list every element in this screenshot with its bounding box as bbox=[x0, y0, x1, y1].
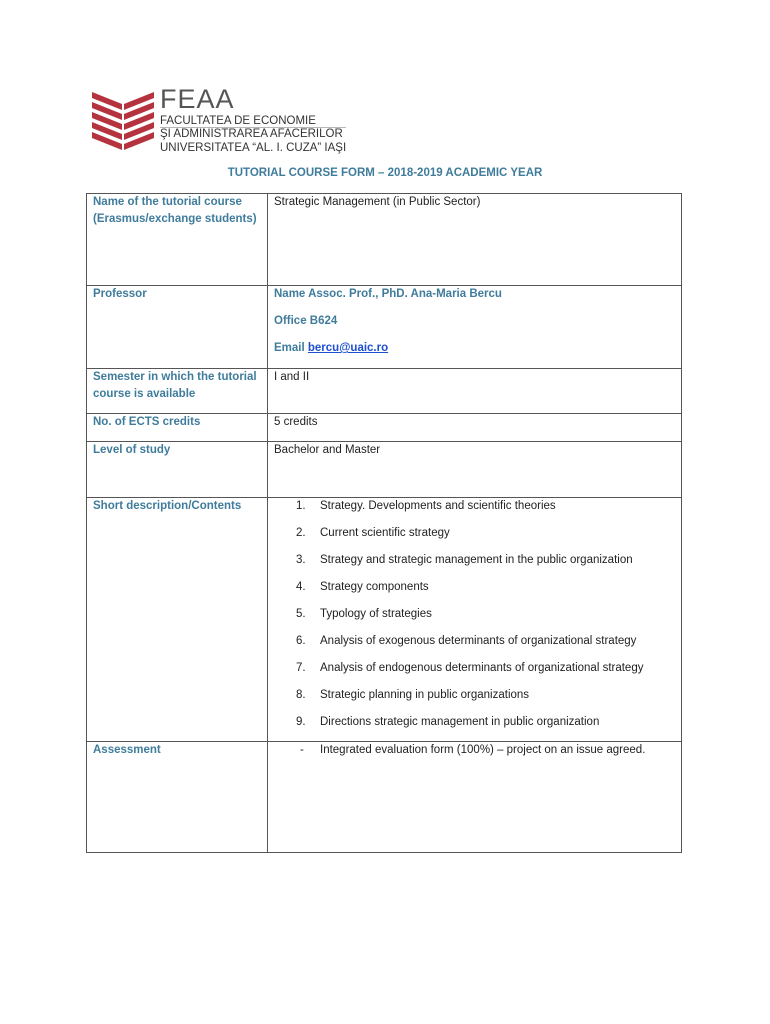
list-number: 9. bbox=[296, 716, 306, 728]
list-item bbox=[274, 498, 675, 515]
list-item bbox=[274, 714, 675, 731]
semester-label: Semester in which the tutorial course is available bbox=[87, 369, 268, 414]
contents-list bbox=[274, 498, 675, 731]
feaa-emblem-icon bbox=[92, 86, 154, 152]
course-name-label: Name of the tutorial course (Erasmus/exchange students) bbox=[87, 194, 268, 286]
logo-faculty-line2: ŞI ADMINISTRAREA AFACERILOR bbox=[160, 128, 343, 140]
list-dash: - bbox=[300, 744, 304, 756]
assessment-label: Assessment bbox=[87, 742, 268, 853]
assessment-list bbox=[274, 742, 675, 759]
list-number: 2. bbox=[296, 527, 306, 539]
table-row-assessment bbox=[87, 742, 682, 853]
table-row-level bbox=[87, 442, 682, 498]
course-form-table bbox=[86, 193, 682, 853]
list-number: 3. bbox=[296, 554, 306, 566]
list-number: 8. bbox=[296, 689, 306, 701]
course-name-value: Strategic Management (in Public Sector) bbox=[268, 194, 682, 286]
table-row-semester bbox=[87, 369, 682, 414]
list-text: Current scientific strategy bbox=[320, 527, 450, 539]
assessment-text: Integrated evaluation form (100%) – project on an issue agreed. bbox=[320, 744, 646, 756]
list-item bbox=[274, 660, 675, 677]
table-row-professor bbox=[87, 286, 682, 369]
list-text: Analysis of endogenous determinants of organizational strategy bbox=[320, 662, 644, 674]
list-number: 5. bbox=[296, 608, 306, 620]
list-number: 7. bbox=[296, 662, 306, 674]
level-label: Level of study bbox=[87, 442, 268, 498]
list-item bbox=[274, 687, 675, 704]
list-text: Directions strategic management in public organization bbox=[320, 716, 600, 728]
list-number: 6. bbox=[296, 635, 306, 647]
professor-label: Professor bbox=[87, 286, 268, 369]
list-number: 1. bbox=[296, 500, 306, 512]
contents-label: Short description/Contents bbox=[87, 498, 268, 742]
list-text: Typology of strategies bbox=[320, 608, 432, 620]
contents-value bbox=[268, 498, 682, 742]
logo-abbreviation: FEAA bbox=[160, 84, 235, 114]
logo-faculty-line1: FACULTATEA DE ECONOMIE bbox=[160, 115, 316, 127]
table-row-course bbox=[87, 194, 682, 286]
list-item bbox=[274, 742, 675, 759]
ects-value: 5 credits bbox=[268, 414, 682, 442]
level-value: Bachelor and Master bbox=[268, 442, 682, 498]
list-text: Strategy and strategic management in the public organization bbox=[320, 554, 633, 566]
list-item bbox=[274, 633, 675, 650]
list-item bbox=[274, 552, 675, 569]
professor-email-line bbox=[274, 340, 675, 357]
list-text: Strategic planning in public organizations bbox=[320, 689, 530, 701]
table-row-contents bbox=[87, 498, 682, 742]
list-item bbox=[274, 579, 675, 596]
list-number: 4. bbox=[296, 581, 306, 593]
list-text: Analysis of exogenous determinants of organizational strategy bbox=[320, 635, 637, 647]
semester-value: I and II bbox=[268, 369, 682, 414]
professor-value bbox=[268, 286, 682, 369]
list-text: Strategy. Developments and scientific theories bbox=[320, 500, 556, 512]
faculty-logo bbox=[92, 86, 352, 156]
logo-university-line: UNIVERSITATEA “AL. I. CUZA” IAŞI bbox=[160, 142, 347, 154]
professor-name: Name Assoc. Prof., PhD. Ana-Maria Bercu bbox=[274, 288, 502, 300]
list-item bbox=[274, 606, 675, 623]
list-text: Strategy components bbox=[320, 581, 429, 593]
page-title: TUTORIAL COURSE FORM – 2018-2019 ACADEMIC YEAR bbox=[227, 167, 543, 179]
assessment-value bbox=[268, 742, 682, 853]
table-row-ects bbox=[87, 414, 682, 442]
list-item bbox=[274, 525, 675, 542]
email-label: Email bbox=[274, 342, 305, 354]
ects-label: No. of ECTS credits bbox=[87, 414, 268, 442]
professor-office: Office B624 bbox=[274, 315, 338, 327]
professor-email-link[interactable]: bercu@uaic.ro bbox=[307, 342, 389, 354]
